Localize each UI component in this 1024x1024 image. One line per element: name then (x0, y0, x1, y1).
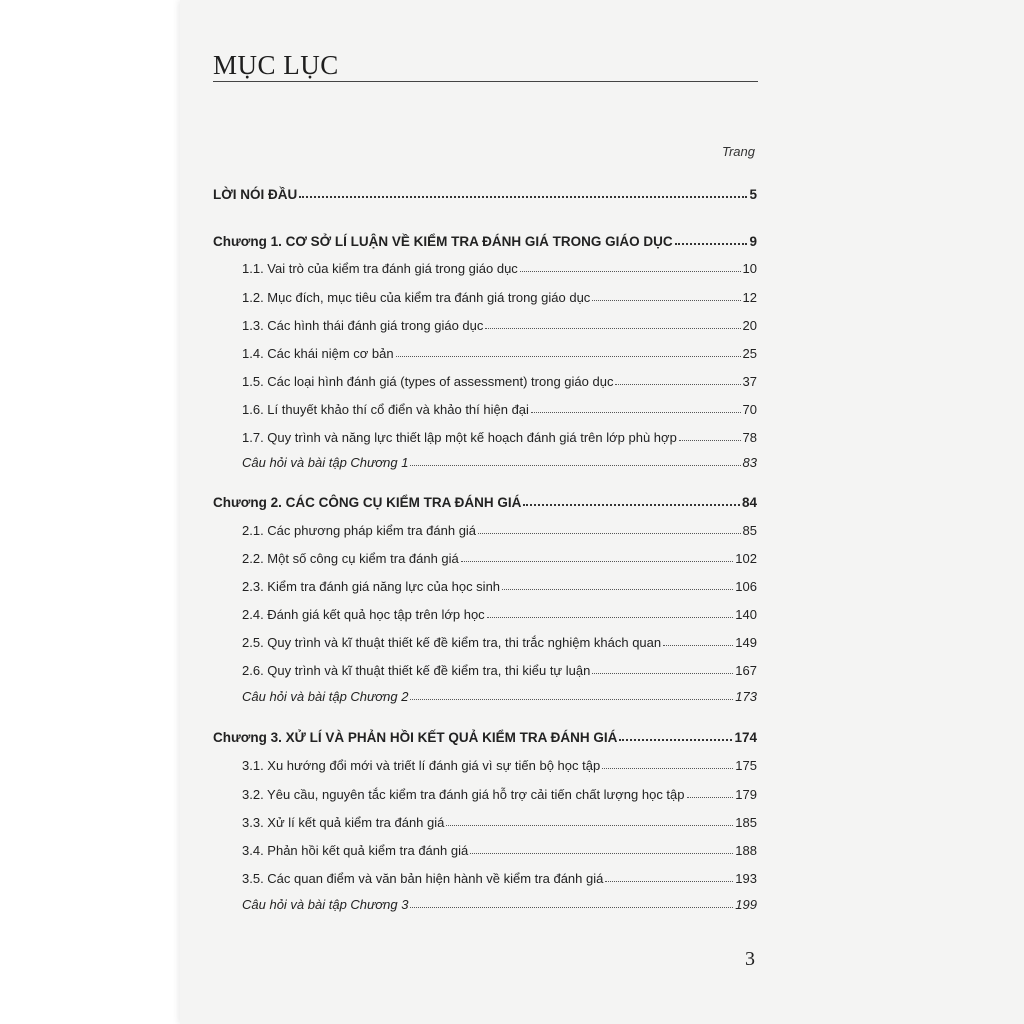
dot-leader (605, 881, 733, 882)
toc-section-entry (242, 607, 757, 622)
toc-entry-label: Câu hỏi và bài tập Chương 1 (242, 455, 409, 470)
toc-entry-label: 3.4. Phản hồi kết quả kiểm tra đánh giá (242, 843, 469, 858)
toc-chapter-entry (213, 495, 757, 510)
toc-entry-label: 1.4. Các khái niệm cơ bản (242, 346, 394, 361)
dot-leader (619, 739, 732, 741)
toc-entry-page: 175 (735, 758, 757, 773)
toc-exercise-entry (242, 455, 757, 470)
toc-entry-page: 83 (742, 455, 757, 470)
toc-section-entry (242, 430, 757, 445)
dot-leader (410, 907, 733, 908)
toc-entry-page: 10 (742, 261, 757, 276)
toc-entry-label: 2.5. Quy trình và kĩ thuật thiết kế đề kiểm tra, thi trắc nghiệm khách quan (242, 635, 662, 650)
toc-entry-label: 3.1. Xu hướng đổi mới và triết lí đánh giá vì sự tiến bộ học tập (242, 758, 601, 773)
toc-entry-label: 3.3. Xử lí kết quả kiểm tra đánh giá (242, 815, 445, 830)
toc-section-entry (242, 758, 757, 773)
toc-chapter-entry (213, 187, 757, 202)
toc-entry-label: 2.1. Các phương pháp kiểm tra đánh giá (242, 523, 477, 538)
dot-leader (502, 589, 733, 590)
toc-entry-page: 188 (735, 843, 757, 858)
toc-section-entry (242, 663, 757, 678)
toc-entry-page: 102 (735, 551, 757, 566)
page-column-label: Trang (722, 144, 755, 159)
dot-leader (470, 853, 733, 854)
toc-entry-page: 179 (735, 787, 757, 802)
toc-section-entry (242, 551, 757, 566)
toc-section-entry (242, 261, 757, 276)
toc-entry-label: Chương 3. XỬ LÍ VÀ PHẢN HỒI KẾT QUẢ KIỂM TRA ĐÁNH GIÁ (213, 730, 618, 745)
toc-entry-label: 1.7. Quy trình và năng lực thiết lập một kế hoạch đánh giá trên lớp phù hợp (242, 430, 677, 445)
toc-entry-page: 12 (742, 290, 757, 305)
toc-entry-page: 140 (735, 607, 757, 622)
toc-exercise-entry (242, 689, 757, 704)
toc-entry-page: 199 (735, 897, 757, 912)
footer-page-number: 3 (745, 948, 755, 970)
toc-entry-page: 185 (735, 815, 757, 830)
toc-entry-label: 2.3. Kiểm tra đánh giá năng lực của học sinh (242, 579, 501, 594)
toc-entry-label: LỜI NÓI ĐẦU (213, 187, 298, 202)
dot-leader (478, 533, 740, 534)
dot-leader (461, 561, 734, 562)
toc-section-entry (242, 346, 757, 361)
dot-leader (615, 384, 740, 385)
dot-leader (687, 797, 734, 798)
toc-chapter-entry (213, 730, 757, 745)
toc-entry-page: 9 (749, 234, 757, 249)
toc-entry-page: 167 (735, 663, 757, 678)
toc-entry-page: 20 (742, 318, 757, 333)
toc-section-entry (242, 815, 757, 830)
dot-leader (531, 412, 741, 413)
dot-leader (523, 504, 740, 506)
dot-leader (592, 673, 733, 674)
toc-entry-page: 70 (742, 402, 757, 417)
toc-entry-page: 25 (742, 346, 757, 361)
toc-entry-label: Chương 2. CÁC CÔNG CỤ KIỂM TRA ĐÁNH GIÁ (213, 495, 522, 510)
toc-entry-label: 2.4. Đánh giá kết quả học tập trên lớp học (242, 607, 485, 622)
toc-section-entry (242, 374, 757, 389)
toc-entry-label: 1.6. Lí thuyết khảo thí cổ điển và khảo thí hiện đại (242, 402, 529, 417)
dot-leader (663, 645, 733, 646)
toc-chapter-entry (213, 234, 757, 249)
dot-leader (520, 271, 741, 272)
toc-section-entry (242, 787, 757, 802)
dot-leader (485, 328, 740, 329)
dot-leader (410, 465, 740, 466)
toc-entry-page: 149 (735, 635, 757, 650)
dot-leader (299, 196, 747, 198)
toc-entry-label: 3.5. Các quan điểm và văn bản hiện hành về kiểm tra đánh giá (242, 871, 604, 886)
toc-entry-label: 1.2. Mục đích, mục tiêu của kiểm tra đánh giá trong giáo dục (242, 290, 591, 305)
dot-leader (592, 300, 740, 301)
toc-entry-page: 37 (742, 374, 757, 389)
toc-section-entry (242, 523, 757, 538)
toc-entry-page: 173 (735, 689, 757, 704)
toc-entry-label: 2.6. Quy trình và kĩ thuật thiết kế đề kiểm tra, thi kiểu tự luận (242, 663, 591, 678)
toc-entry-label: Chương 1. CƠ SỞ LÍ LUẬN VỀ KIỂM TRA ĐÁNH GIÁ TRONG GIÁO DỤC (213, 234, 673, 249)
toc-section-entry (242, 579, 757, 594)
toc-entry-page: 85 (742, 523, 757, 538)
toc-entry-label: Câu hỏi và bài tập Chương 3 (242, 897, 409, 912)
toc-section-entry (242, 843, 757, 858)
toc-section-entry (242, 318, 757, 333)
toc-section-entry (242, 290, 757, 305)
dot-leader (675, 243, 748, 245)
toc-section-entry (242, 635, 757, 650)
toc-entry-label: 2.2. Một số công cụ kiểm tra đánh giá (242, 551, 459, 566)
dot-leader (446, 825, 733, 826)
toc-entry-page: 174 (734, 730, 757, 745)
toc-section-entry (242, 402, 757, 417)
toc-entry-page: 78 (742, 430, 757, 445)
toc-entry-label: Câu hỏi và bài tập Chương 2 (242, 689, 409, 704)
toc-section-entry (242, 871, 757, 886)
toc-entry-page: 84 (741, 495, 757, 510)
toc-entry-label: 1.5. Các loại hình đánh giá (types of assessment) trong giáo dục (242, 374, 614, 389)
toc-entry-page: 5 (749, 187, 757, 202)
dot-leader (602, 768, 733, 769)
dot-leader (487, 617, 734, 618)
toc-entry-label: 1.3. Các hình thái đánh giá trong giáo dục (242, 318, 484, 333)
toc-exercise-entry (242, 897, 757, 912)
toc-entry-label: 3.2. Yêu cầu, nguyên tắc kiểm tra đánh giá hỗ trợ cải tiến chất lượng học tập (242, 787, 685, 802)
toc-entry-page: 106 (735, 579, 757, 594)
toc-entry-label: 1.1. Vai trò của kiểm tra đánh giá trong giáo dục (242, 261, 518, 276)
dot-leader (396, 356, 741, 357)
dot-leader (410, 699, 733, 700)
page-title: MỤC LỤC (213, 50, 339, 80)
dot-leader (679, 440, 741, 441)
toc-entry-page: 193 (735, 871, 757, 886)
